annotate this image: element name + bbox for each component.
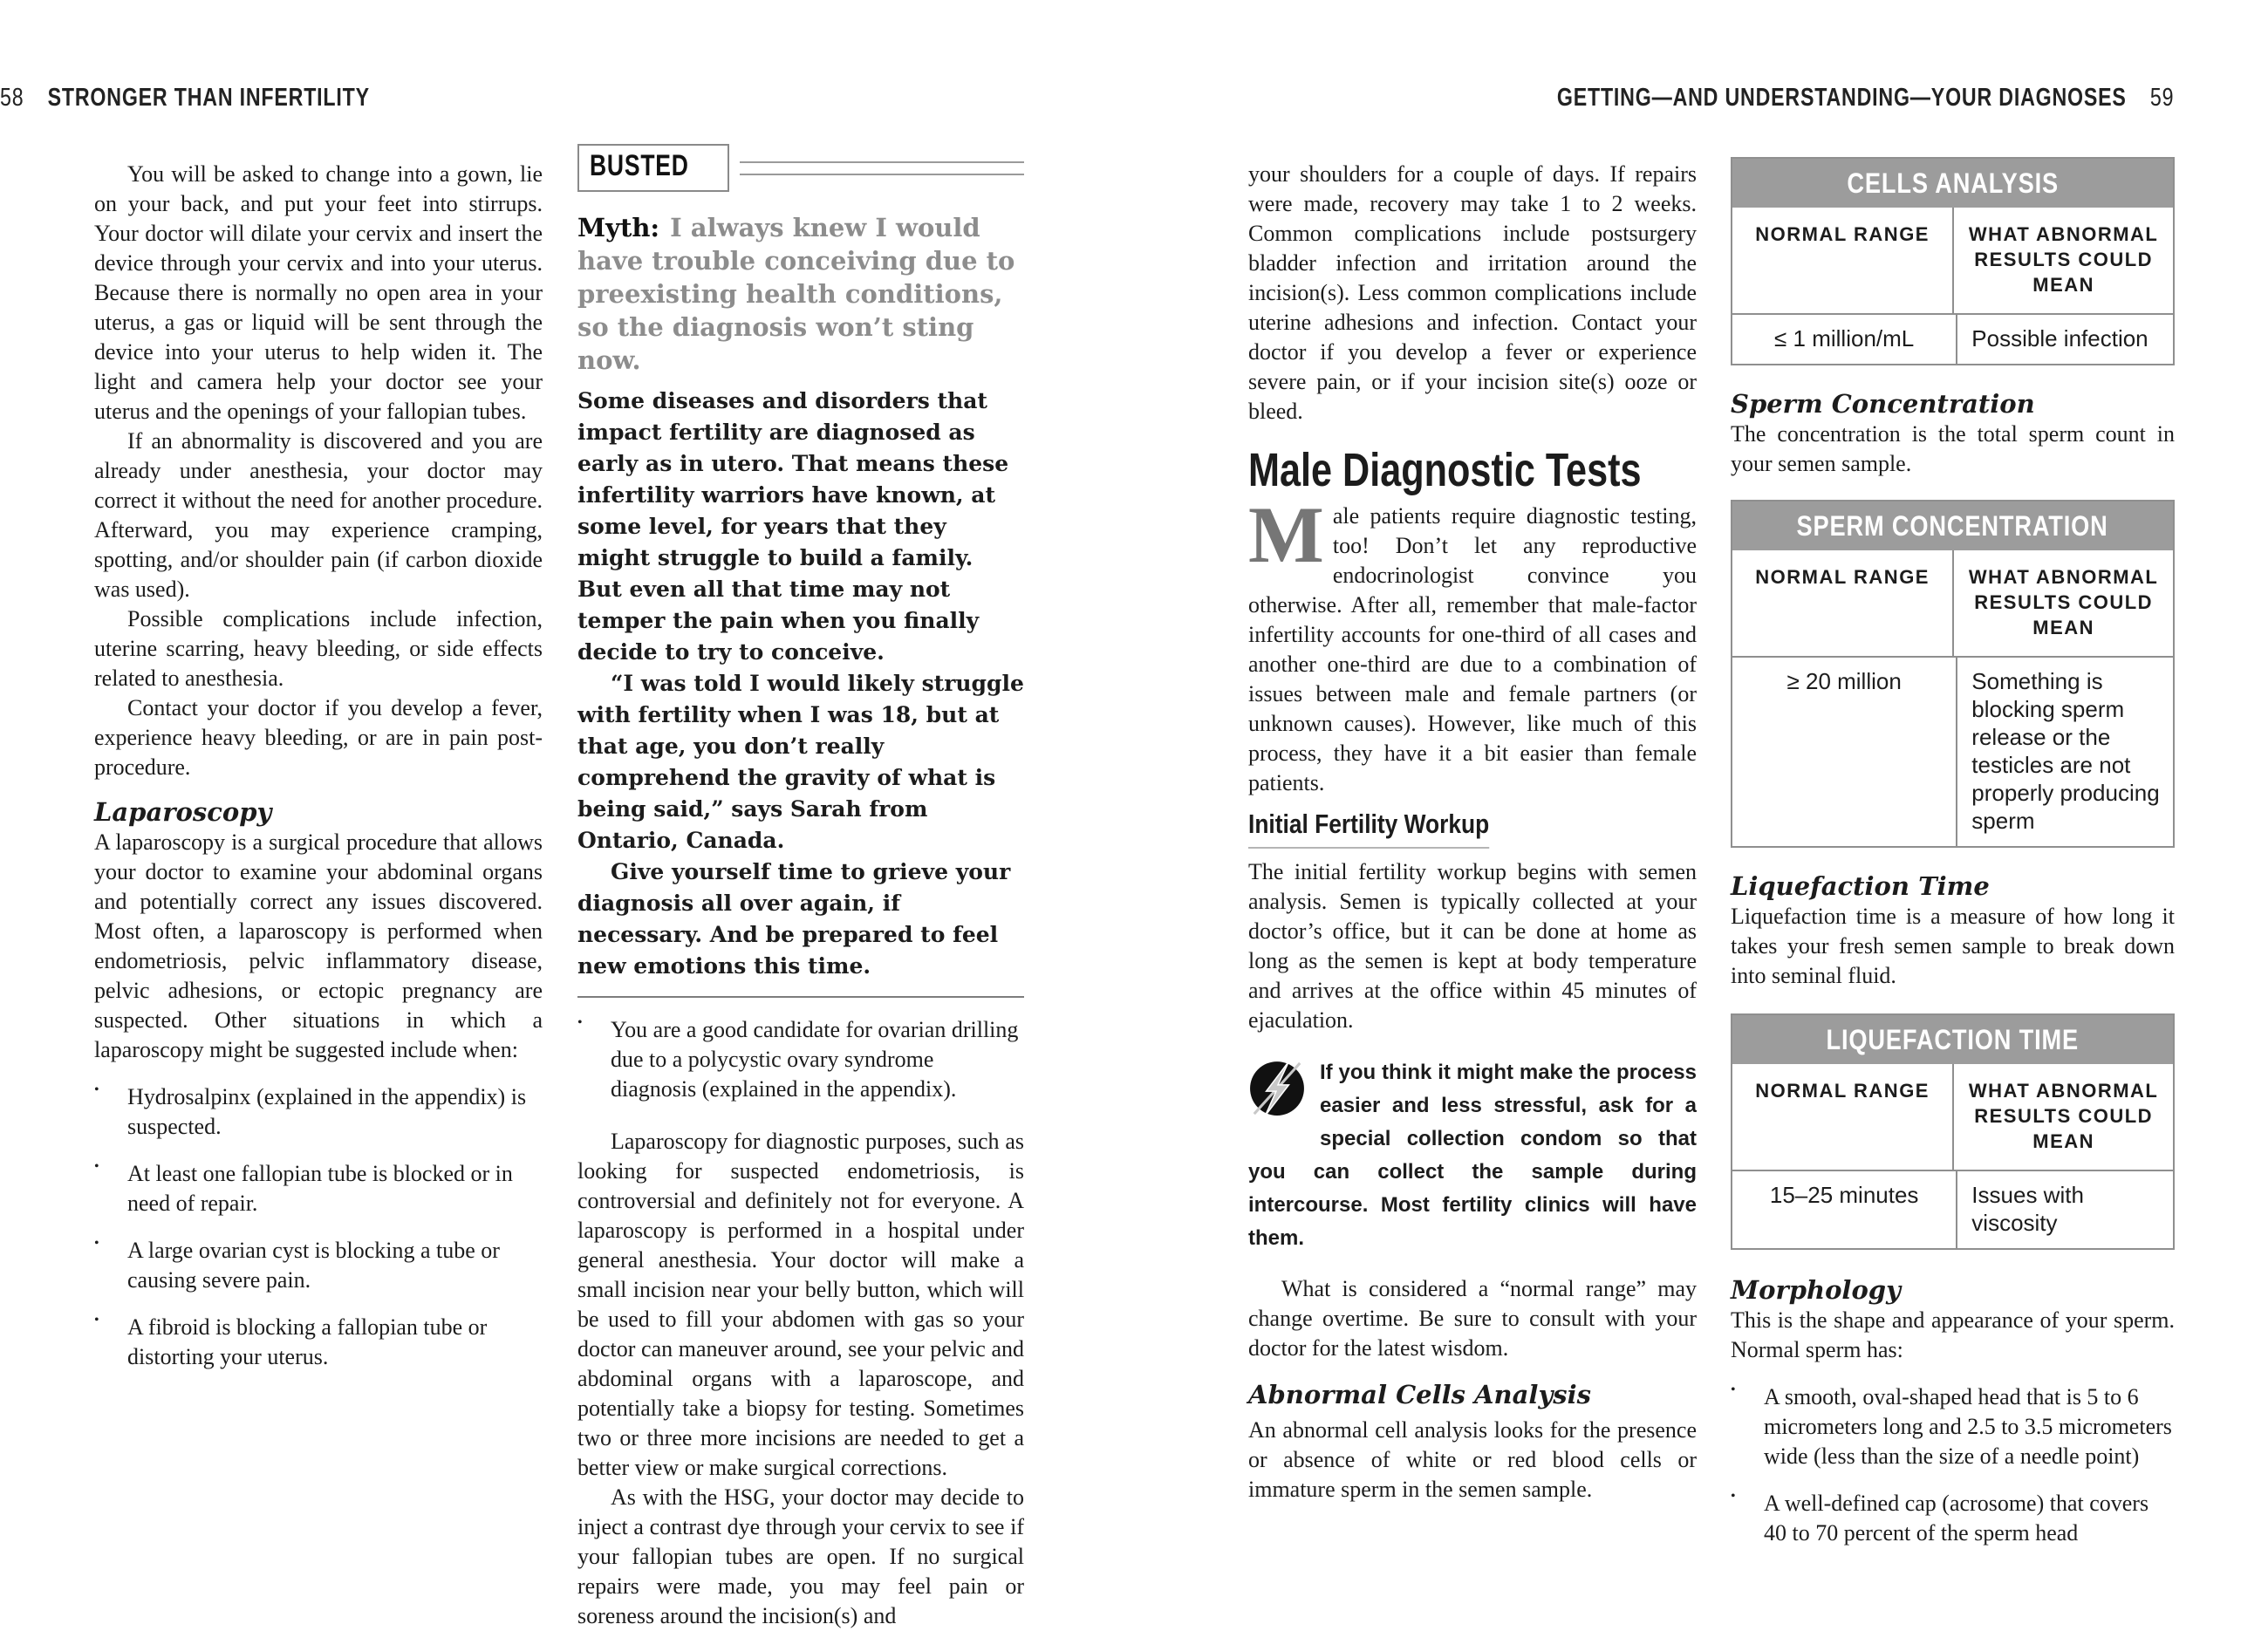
subheading-liquefaction-time: Liquefaction Time [1731, 871, 1990, 901]
tip-callout [1248, 1056, 1697, 1255]
bullet-text: A well-defined cap (acrosome) that covers 40 to 70 percent of the sperm head [1764, 1491, 2149, 1546]
normal-range-value: 15–25 minutes [1732, 1171, 1957, 1248]
busted-advice: Give yourself time to grieve your diagnosis all over again, if necessary. And be prepared to feel new emotions this time. [577, 859, 1011, 979]
paragraph: You will be asked to change into a gown, lie on your back, and put your feet into stirrups. Your doctor will dilate your cervix and insert the device through your cervix and into your uterus. Because there is normally no open area in your uterus, a gas or liquid will be sent through the device into your uterus to help widen it. The light and camera help your doctor see your uterus and the openings of your fallopian tubes. [94, 161, 543, 424]
page-number-left: 58 [0, 84, 24, 112]
paragraph: Laparoscopy for diagnostic purposes, such as looking for suspected endometriosis, is controversial and definitely not for everyone. A laparoscopy is performed in a hospital under general anesthesia. Your doctor will make a small incision near your belly button, which will be used to fill your abdomen with gas so your doctor can maneuver around, see your pelvic and abdominal organs with a laparoscope, and potentially take a biopsy for testing. Sometimes two or three more incisions are needed to get a better view or make surgical corrections. [577, 1129, 1024, 1480]
tip-text: If you think it might make the process easier and less stressful, ask for a special collection condom so that you can collect the sample during intercourse. Most fertility clinics will have them. [1248, 1061, 1697, 1250]
subheading-initial-fertility-workup [1248, 809, 1697, 849]
list-item [94, 1236, 543, 1295]
myth-statement [577, 211, 1024, 377]
subheading-abnormal-cells-analysis: Abnormal Cells Analysis [1248, 1380, 1591, 1409]
normal-range-header: NORMAL RANGE [1732, 1064, 1954, 1170]
busted-label: BUSTED [590, 149, 689, 182]
page-number-right: 59 [2149, 84, 2174, 112]
chapter-title: GETTING—AND UNDERSTANDING—YOUR DIAGNOSES [1556, 84, 2127, 112]
paragraph: Liquefaction time is a measure of how long it takes your fresh semen sample to break down into seminal fluid. [1731, 904, 2175, 988]
list-item [1731, 1489, 2175, 1548]
normal-range-header: NORMAL RANGE [1732, 208, 1954, 313]
paragraph: As with the HSG, your doctor may decide to inject a contrast dye through your cervix to see if your fallopian tubes are open. If no surgical repairs were made, you may feel pain or soreness around the incision(s) and [577, 1484, 1024, 1628]
table-title: CELLS ANALYSIS [1847, 167, 2059, 199]
bullet-marker: • [94, 1313, 99, 1327]
left-page-column-1 [94, 160, 543, 1372]
list-item [94, 1159, 543, 1218]
abnormal-results-header: WHAT ABNORMAL RESULTS COULD MEAN [1968, 566, 2159, 638]
sperm-concentration-table [1731, 500, 2175, 848]
liquefaction-time-table [1731, 1013, 2175, 1250]
section-heading-laparoscopy: Laparoscopy [94, 797, 272, 827]
paragraph: Contact your doctor if you develop a fever, experience heavy bleeding, or are in pain post-procedure. [94, 695, 543, 780]
table-title-band [1732, 502, 2173, 550]
section-divider [577, 996, 1024, 998]
dropcap-paragraph [1248, 490, 1697, 798]
paragraph: This is the shape and appearance of your sperm. Normal sperm has: [1731, 1307, 2175, 1362]
table-header-row [1732, 550, 2173, 658]
paragraph: The initial fertility workup begins with semen analysis. Semen is typically collected at your doctor’s office, but it can be done at home as long as the semen is kept at body temperature and arrives at the office within 45 minutes of ejaculation. [1248, 859, 1697, 1033]
table-header-row [1732, 1064, 2173, 1171]
table-header-row [1732, 208, 2173, 315]
abnormal-meaning-value: Issues with viscosity [1971, 1182, 2084, 1236]
table-title-band [1732, 1015, 2173, 1064]
myth-label: Myth: [577, 213, 660, 242]
busted-quote: “I was told I would likely struggle with fertility when I was 18, but at that age, you don’t really comprehend the gravity of what is being said,” says Sarah from Ontario, Canada. [577, 671, 1024, 853]
busted-label-frame [577, 144, 729, 192]
paragraph: An abnormal cell analysis looks for the presence or absence of white or red blood cells or immature sperm in the semen sample. [1248, 1417, 1697, 1502]
bullet-marker: • [1731, 1382, 1736, 1397]
normal-range-value: ≥ 20 million [1732, 658, 1957, 846]
running-header-right [1403, 84, 2174, 113]
right-page-column-1 [1248, 160, 1697, 1505]
busted-box [577, 144, 1024, 192]
bullet-marker: • [94, 1236, 99, 1251]
bullet-marker: • [94, 1082, 99, 1097]
paragraph: What is considered a “normal range” may change overtime. Be sure to consult with your doctor for the latest wisdom. [1248, 1276, 1697, 1361]
abnormal-meaning-value: Something is blocking sperm release or the testicles are not properly producing sperm [1971, 668, 2160, 834]
headline-text: Male Diagnostic Tests [1248, 444, 1642, 496]
subheading-morphology: Morphology [1731, 1275, 1901, 1305]
cells-analysis-table [1731, 157, 2175, 365]
right-page-column-2 [1731, 157, 2175, 1548]
bullet-text: A large ovarian cyst is blocking a tube or causing severe pain. [127, 1238, 500, 1293]
abnormal-meaning-value: Possible infection [1971, 325, 2148, 351]
paragraph: The concentration is the total sperm count in your semen sample. [1731, 421, 2175, 476]
paragraph: A laparoscopy is a surgical procedure that allows your doctor to examine your abdominal organs and potentially correct any issues discovered. Most often, a laparoscopy is performed when endometriosis, pelvic inflammatory disease, pelvic adhesions, or ectopic pregnancy are suspected. Other situations in which a laparoscopy might be suggested include when: [94, 829, 543, 1062]
bullet-text: A fibroid is blocking a fallopian tube or distorting your uterus. [127, 1314, 488, 1369]
paragraph-text: ale patients require diagnostic testing, too! Don’t let any reproductive endocrinologist convince you otherwise. After all, remember that male-factor infertility accounts for one-third of all cases and another one-third are due to a combination of issues between male and female partners (or unknown causes). However, like much of this process, they have it a bit easier than female patients. [1248, 503, 1697, 795]
bullet-marker: • [577, 1015, 583, 1030]
paragraph: If an abnormality is discovered and you are already under anesthesia, your doctor may correct it without the need for another procedure. Afterward, you may experience cramping, spotting, and/or shoulder pain (if carbon dioxide was used). [94, 428, 543, 602]
abnormal-results-header: WHAT ABNORMAL RESULTS COULD MEAN [1968, 223, 2159, 296]
bullet-text: At least one fallopian tube is blocked or in need of repair. [127, 1161, 513, 1216]
bullet-text: A smooth, oval-shaped head that is 5 to 6 micrometers long and 2.5 to 3.5 micrometers wide (less than the size of a needle point) [1764, 1384, 2172, 1469]
bullet-text: Hydrosalpinx (explained in the appendix) is suspected. [127, 1084, 527, 1139]
headline-male-diagnostic-tests [1248, 446, 1697, 495]
myth-text: I always knew I would have trouble conceiving due to preexisting health conditions, so the diagnosis won’t sting now. [577, 213, 1015, 375]
bullet-list [1731, 1382, 2175, 1548]
list-item [1731, 1382, 2175, 1471]
subheading-sperm-concentration: Sperm Concentration [1731, 389, 2035, 419]
normal-range-value: ≤ 1 million/mL [1732, 315, 1957, 364]
table-row [1732, 315, 2173, 364]
table-title-band [1732, 159, 2173, 208]
table-row [1732, 1171, 2173, 1248]
list-item [94, 1082, 543, 1142]
abnormal-results-header: WHAT ABNORMAL RESULTS COULD MEAN [1968, 1080, 2159, 1152]
running-header-left [0, 84, 462, 113]
left-page-column-2 [577, 144, 1024, 1631]
normal-range-header: NORMAL RANGE [1732, 550, 1954, 656]
list-item [94, 1313, 543, 1372]
table-title: LIQUEFACTION TIME [1826, 1024, 2080, 1055]
paragraph: Possible complications include infection, uterine scarring, heavy bleeding, or side effects related to anesthesia. [94, 606, 543, 691]
lightning-icon [1248, 1060, 1306, 1117]
bullet-list [94, 1082, 543, 1372]
bullet-text: You are a good candidate for ovarian drilling due to a polycystic ovary syndrome diagnosis (explained in the appendix). [611, 1017, 1019, 1102]
table-title: SPERM CONCENTRATION [1796, 510, 2109, 542]
book-title: STRONGER THAN INFERTILITY [47, 84, 370, 112]
dropcap-letter: M [1248, 490, 1324, 579]
subheading-text: Initial Fertility Workup [1248, 809, 1489, 849]
paragraph: your shoulders for a couple of days. If repairs were made, recovery may take 1 to 2 weeks. Common complications include postsurgery bladder infection and irritation around the incision(s). Less common complications include uterine adhesions and infection. Contact your doctor if you develop a fever or experience severe pain, or if your incision site(s) ooze or bleed. [1248, 161, 1697, 424]
table-row [1732, 658, 2173, 846]
list-item [577, 1015, 1024, 1104]
busted-body: Some diseases and disorders that impact fertility are diagnosed as early as in utero. That means these infertility warriors have known, at some level, for years that they might struggle to build a family. But even all that time may not temper the pain when you finally decide to try to conceive. [577, 388, 1009, 665]
bullet-marker: • [94, 1159, 99, 1174]
double-rule [740, 161, 1024, 175]
bullet-marker: • [1731, 1489, 1736, 1504]
